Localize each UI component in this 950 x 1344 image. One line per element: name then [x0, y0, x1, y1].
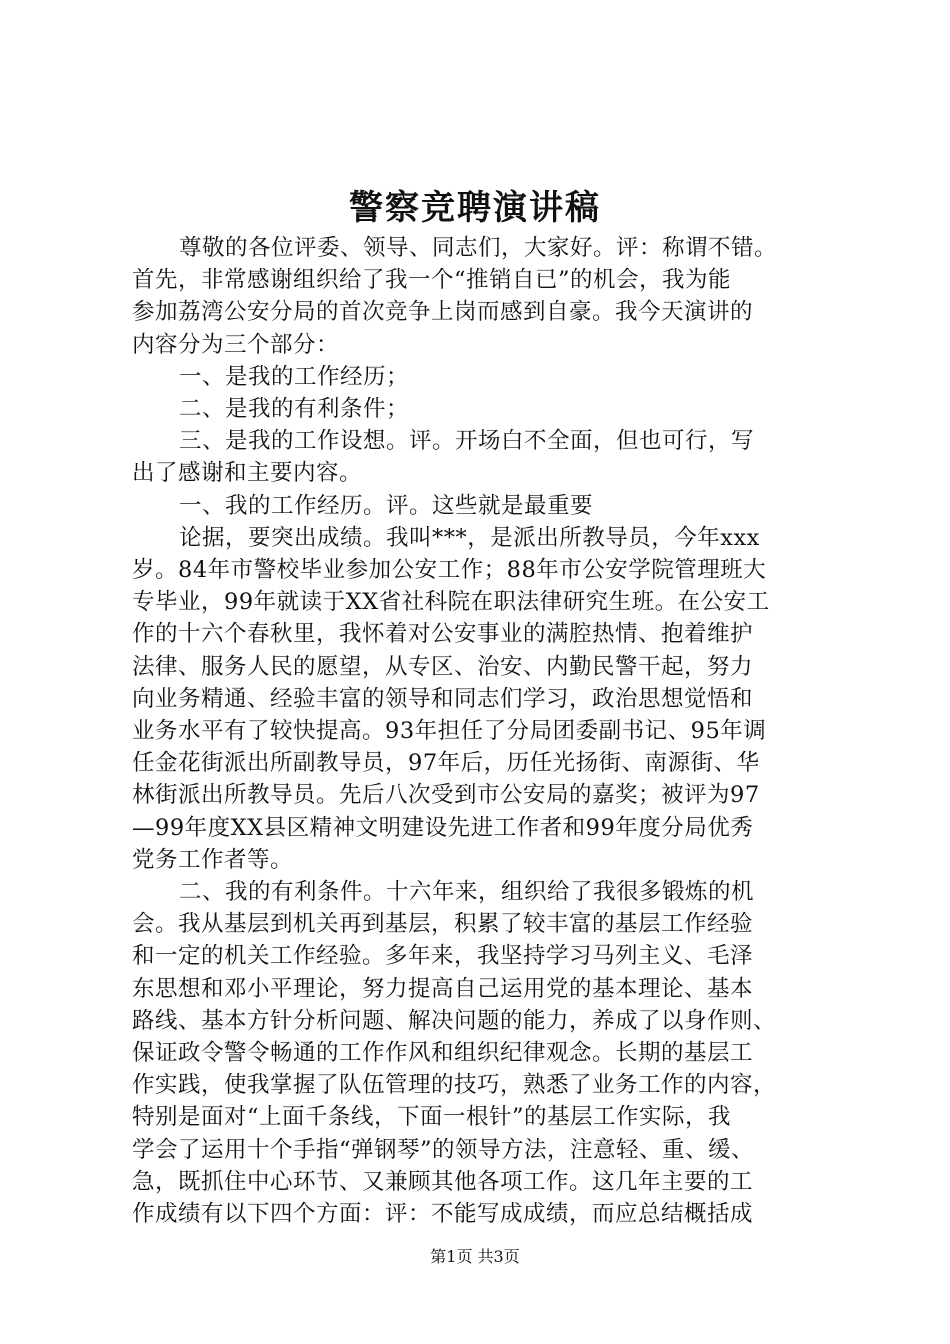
paragraph-line: 出了感谢和主要内容。	[132, 460, 363, 487]
paragraph-line: 作成绩有以下四个方面：评：不能写成成绩，而应总结概括成	[132, 1201, 754, 1228]
paragraph-line: 内容分为三个部分：	[132, 331, 340, 358]
paragraph-line: 路线、基本方针分析问题、解决问题的能力，养成了以身作则、	[132, 1007, 777, 1034]
paragraph-line: 林街派出所教导员。先后八次受到市公安局的嘉奖；被评为97	[132, 782, 760, 809]
paragraph-line: 学会了运用十个手指“弹钢琴”的领导方法，注意轻、重、缓、	[132, 1136, 755, 1163]
paragraph-line: 作实践，使我掌握了队伍管理的技巧，熟悉了业务工作的内容，	[132, 1072, 777, 1099]
paragraph-line: 尊敬的各位评委、领导、同志们，大家好。评：称谓不错。	[179, 235, 778, 261]
paragraph-line: 业务水平有了较快提高。93年担任了分局团委副书记、95年调	[132, 718, 767, 745]
paragraph-line: 特别是面对“上面千条线，下面一根针”的基层工作实际，我	[132, 1104, 732, 1131]
paragraph-line: 首先，非常感谢组织给了我一个“推销自已”的机会，我为能	[132, 267, 732, 294]
paragraph-line: 任金花街派出所副教导员，97年后，历任光扬街、南源街、华	[132, 750, 760, 777]
paragraph-line: 专毕业，99年就读于XX省社科院在职法律研究生班。在公安工	[132, 589, 770, 616]
paragraph-line: 二、是我的有利条件；	[179, 396, 410, 423]
paragraph-line: 和一定的机关工作经验。多年来，我坚持学习马列主义、毛泽	[132, 943, 754, 970]
paragraph-line: 二、我的有利条件。十六年来，组织给了我很多锻炼的机	[179, 879, 755, 906]
paragraph-line: 作的十六个春秋里，我怀着对公安事业的满腔热情、抱着维护	[132, 621, 754, 648]
paragraph-line: 急，既抓住中心环节、又兼顾其他各项工作。这几年主要的工	[132, 1168, 754, 1195]
paragraph-line: 向业务精通、经验丰富的领导和同志们学习，政治思想觉悟和	[132, 685, 754, 712]
paragraph-line: 法律、服务人民的愿望，从专区、治安、内勤民警干起，努力	[132, 653, 754, 680]
paragraph-line: 岁。84年市警校毕业参加公安工作；88年市公安学院管理班大	[132, 557, 767, 584]
paragraph-line: 参加荔湾公安分局的首次竞争上岗而感到自豪。我今天演讲的	[132, 299, 754, 326]
document-body	[132, 232, 837, 1230]
paragraph-line: 一、是我的工作经历；	[179, 363, 410, 390]
paragraph-line: 论据，要突出成绩。我叫***，是派出所教导员，今年xxx	[179, 524, 760, 551]
paragraph-line: 一、我的工作经历。评。这些就是最重要	[179, 492, 594, 519]
paragraph-line: 东思想和邓小平理论，努力提高自己运用党的基本理论、基本	[132, 975, 754, 1002]
paragraph-line: 会。我从基层到机关再到基层，积累了较丰富的基层工作经验	[132, 911, 754, 938]
page-footer: 第1页 共3页	[430, 1247, 520, 1266]
paragraph-line: 三、是我的工作设想。评。开场白不全面，但也可行，写	[179, 428, 755, 455]
paragraph-line: 保证政令警令畅通的工作作风和组织纪律观念。长期的基层工	[132, 1040, 754, 1067]
document-title: 警察竞聘演讲稿	[349, 188, 601, 228]
paragraph-line: —99年度XX县区精神文明建设先进工作者和99年度分局优秀	[132, 814, 754, 841]
paragraph-line: 党务工作者等。	[132, 846, 294, 873]
